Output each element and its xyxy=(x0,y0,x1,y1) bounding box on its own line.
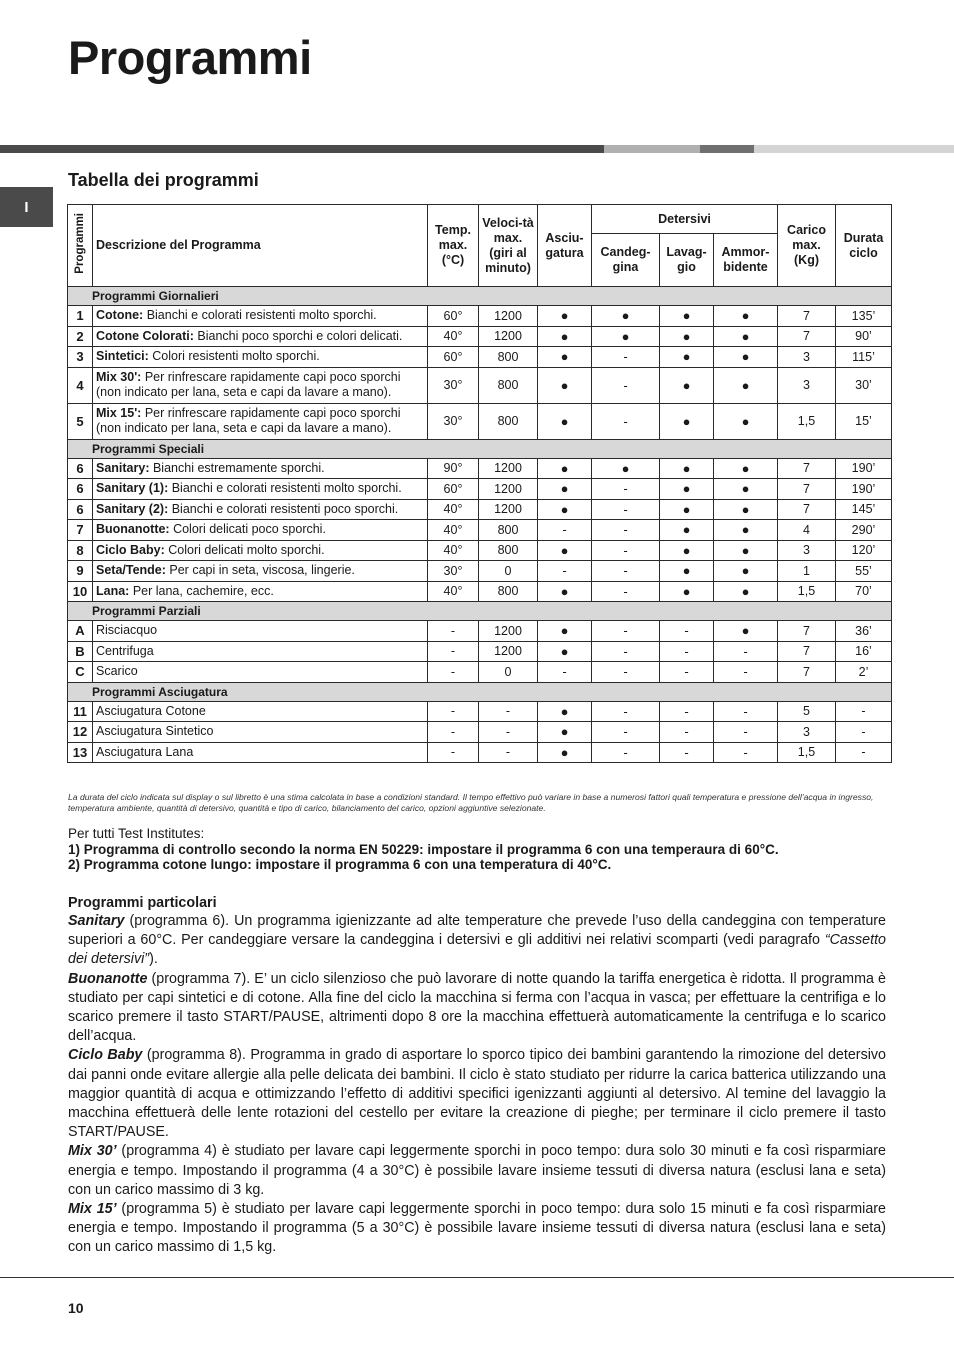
group-label: Programmi Parziali xyxy=(68,602,892,621)
load-cell: 7 xyxy=(778,458,836,479)
softener-cell: ● xyxy=(714,499,778,520)
header-descrizione: Descrizione del Programma xyxy=(93,205,428,287)
bleach-cell: - xyxy=(592,479,660,500)
duration-cell: 16’ xyxy=(836,641,892,662)
program-description xyxy=(93,742,428,763)
speed-cell: 1200 xyxy=(479,621,538,642)
duration-cell: 36’ xyxy=(836,621,892,642)
group-row xyxy=(68,602,892,621)
speed-cell: 800 xyxy=(479,540,538,561)
temp-cell: 40° xyxy=(428,520,479,541)
program-number: 6 xyxy=(68,458,93,479)
program-description xyxy=(93,641,428,662)
table-row xyxy=(68,662,892,683)
test-institutes-heading: Per tutti Test Institutes: xyxy=(68,826,205,841)
load-cell: 7 xyxy=(778,326,836,347)
bleach-cell: - xyxy=(592,403,660,439)
softener-cell: - xyxy=(714,662,778,683)
header-rule-dark xyxy=(0,145,604,153)
program-name: Lana: xyxy=(96,583,130,598)
program-desc-text: Bianchi e colorati resistenti poco sporchi. xyxy=(168,501,399,516)
speed-cell: 1200 xyxy=(479,499,538,520)
program-desc-text: Bianchi poco sporchi e colori delicati. xyxy=(193,328,403,343)
program-desc-text: Asciugatura Lana xyxy=(96,744,194,759)
load-cell: 1,5 xyxy=(778,742,836,763)
program-desc-text: Colori delicati poco sporchi. xyxy=(169,522,326,537)
speed-cell: 800 xyxy=(479,581,538,602)
program-desc-text: Bianchi estremamente sporchi. xyxy=(149,460,325,475)
dry-cell: ● xyxy=(538,403,592,439)
header-carico: Carico max. (Kg) xyxy=(778,205,836,287)
program-name: Mix 30': xyxy=(96,370,142,384)
dry-cell: ● xyxy=(538,701,592,722)
program-description xyxy=(93,306,428,327)
temp-cell: 60° xyxy=(428,347,479,368)
duration-cell: 55’ xyxy=(836,561,892,582)
duration-cell: 290’ xyxy=(836,520,892,541)
paragraph-lead: Sanitary xyxy=(68,913,125,929)
load-cell: 7 xyxy=(778,479,836,500)
program-desc-text: Per capi in seta, viscosa, lingerie. xyxy=(165,563,355,578)
bleach-cell: - xyxy=(592,581,660,602)
bleach-cell: - xyxy=(592,641,660,662)
program-description xyxy=(93,520,428,541)
load-cell: 7 xyxy=(778,306,836,327)
dry-cell: ● xyxy=(538,306,592,327)
program-number: A xyxy=(68,621,93,642)
dry-cell: ● xyxy=(538,621,592,642)
program-desc-text: Bianchi e colorati resistenti molto sporchi. xyxy=(168,481,402,496)
program-number: C xyxy=(68,662,93,683)
duration-cell: 115’ xyxy=(836,347,892,368)
temp-cell: 40° xyxy=(428,581,479,602)
bleach-cell: - xyxy=(592,561,660,582)
program-number: 11 xyxy=(68,701,93,722)
load-cell: 3 xyxy=(778,367,836,403)
paragraph-text: (programma 8). Programma in grado di asportare lo sporco tipico dei bambini garantendo la rimozione del detersivo dai panni onde evitare allergie alla pelle delicata dei bambini. Il ciclo è stato studiato per ridurre la carica batterica utilizzando una maggior quantità di acqua e ottimizzando l’effetto di additivi specifici igenizzanti aggiunti al detersivo. Al temine del lavaggio la macchina effettuerà delle lente rotazioni del cestello per evitare la creazione di pieghe; per terminare il ciclo premere il tasto START/PAUSE. xyxy=(68,1047,886,1141)
paragraph-lead: Buonanotte xyxy=(68,970,148,987)
load-cell: 5 xyxy=(778,701,836,722)
temp-cell: - xyxy=(428,621,479,642)
softener-cell: ● xyxy=(714,479,778,500)
program-name: Sanitary (2): xyxy=(96,501,169,516)
speed-cell: 1200 xyxy=(479,641,538,662)
wash-cell: - xyxy=(660,621,714,642)
wash-cell: - xyxy=(660,722,714,743)
program-name: Sintetici: xyxy=(96,349,149,364)
header-programmi: Programmi xyxy=(68,205,93,287)
speed-cell: 800 xyxy=(479,347,538,368)
program-number: 10 xyxy=(68,581,93,602)
load-cell: 3 xyxy=(778,722,836,743)
temp-cell: 40° xyxy=(428,499,479,520)
dry-cell: ● xyxy=(538,347,592,368)
table-row xyxy=(68,641,892,662)
program-desc-text: Centrifuga xyxy=(96,643,154,658)
speed-cell: 1200 xyxy=(479,306,538,327)
table-row xyxy=(68,742,892,763)
softener-cell: ● xyxy=(714,347,778,368)
temp-cell: - xyxy=(428,722,479,743)
softener-cell: - xyxy=(714,641,778,662)
header-velocita: Veloci-tà max. (giri al minuto) xyxy=(479,205,538,287)
speed-cell: - xyxy=(479,722,538,743)
temp-cell: - xyxy=(428,662,479,683)
softener-cell: ● xyxy=(714,520,778,541)
program-number: 6 xyxy=(68,499,93,520)
temp-cell: - xyxy=(428,701,479,722)
program-number: 1 xyxy=(68,306,93,327)
temp-cell: 30° xyxy=(428,561,479,582)
wash-cell: ● xyxy=(660,540,714,561)
duration-cell: 145’ xyxy=(836,499,892,520)
bleach-cell: - xyxy=(592,367,660,403)
program-desc-text: Asciugatura Sintetico xyxy=(96,724,214,739)
program-name: Mix 15': xyxy=(96,406,142,420)
page-number: 10 xyxy=(68,1300,84,1316)
softener-cell: ● xyxy=(714,367,778,403)
table-row xyxy=(68,458,892,479)
program-paragraph xyxy=(68,970,886,1047)
dry-cell: - xyxy=(538,561,592,582)
softener-cell: ● xyxy=(714,403,778,439)
softener-cell: - xyxy=(714,742,778,763)
header-rule-pale xyxy=(754,145,954,153)
table-row xyxy=(68,540,892,561)
bleach-cell: ● xyxy=(592,458,660,479)
table-row xyxy=(68,306,892,327)
program-number: 7 xyxy=(68,520,93,541)
bleach-cell: - xyxy=(592,499,660,520)
dry-cell: ● xyxy=(538,499,592,520)
group-row xyxy=(68,682,892,701)
duration-cell: 70’ xyxy=(836,581,892,602)
bleach-cell: - xyxy=(592,540,660,561)
program-desc-text: Bianchi e colorati resistenti molto sporchi. xyxy=(143,308,377,323)
program-number: 6 xyxy=(68,479,93,500)
dry-cell: ● xyxy=(538,326,592,347)
paragraph-text: (programma 5) è studiato per lavare capi leggermente sporchi in poco tempo: dura solo 15 minuti e fa così risparmiare energia e tempo. Impostando il programma (5 a 30°C) è possibile lavare insieme tessuti di diversa natura (esclusi lana e seta) con un carico massimo di 1,5 kg. xyxy=(68,1201,887,1256)
temp-cell: 40° xyxy=(428,326,479,347)
dry-cell: ● xyxy=(538,581,592,602)
program-name: Seta/Tende: xyxy=(96,563,166,578)
paragraph-text: (programma 6). Un programma igienizzante ad alte temperature che prevede l’uso della candeggina con temperature superiori a 60°C. Per candeggiare versare la candeggina i detersivi e gli additivi nei relativi scomparti (vedi paragrafo xyxy=(68,913,886,949)
wash-cell: ● xyxy=(660,347,714,368)
speed-cell: 1200 xyxy=(479,326,538,347)
table-row xyxy=(68,520,892,541)
dry-cell: ● xyxy=(538,479,592,500)
temp-cell: - xyxy=(428,742,479,763)
program-number: 12 xyxy=(68,722,93,743)
temp-cell: 30° xyxy=(428,403,479,439)
header-temp: Temp. max. (°C) xyxy=(428,205,479,287)
load-cell: 7 xyxy=(778,662,836,683)
temp-cell: 60° xyxy=(428,479,479,500)
footer-rule xyxy=(0,1277,954,1278)
table-row xyxy=(68,621,892,642)
wash-cell: ● xyxy=(660,403,714,439)
speed-cell: - xyxy=(479,701,538,722)
softener-cell: ● xyxy=(714,561,778,582)
program-number: B xyxy=(68,641,93,662)
special-programs-heading: Programmi particolari xyxy=(68,895,217,911)
duration-cell: 2’ xyxy=(836,662,892,683)
program-description xyxy=(93,581,428,602)
programs-table xyxy=(67,204,892,763)
program-name: Sanitary (1): xyxy=(96,481,169,496)
program-description xyxy=(93,326,428,347)
table-row xyxy=(68,561,892,582)
program-paragraph xyxy=(68,1142,886,1200)
program-description xyxy=(93,479,428,500)
special-programs xyxy=(68,895,886,1258)
speed-cell: 1200 xyxy=(479,458,538,479)
softener-cell: - xyxy=(714,722,778,743)
paragraph-tail: ). xyxy=(149,951,158,968)
speed-cell: 800 xyxy=(479,520,538,541)
table-row xyxy=(68,403,892,439)
section-title: Tabella dei programmi xyxy=(68,170,259,190)
bleach-cell: ● xyxy=(592,306,660,327)
temp-cell: 60° xyxy=(428,306,479,327)
header-candeggina: Candeg-gina xyxy=(592,234,660,287)
table-row xyxy=(68,326,892,347)
page-title: Programmi xyxy=(68,31,312,84)
duration-cell: 120’ xyxy=(836,540,892,561)
table-row xyxy=(68,701,892,722)
speed-cell: - xyxy=(479,742,538,763)
group-label: Programmi Giornalieri xyxy=(68,287,892,306)
program-description xyxy=(93,540,428,561)
test-institutes-item: 2) Programma cotone lungo: impostare il programma 6 con una temperatura di 40°C. xyxy=(68,857,612,872)
duration-footnote: La durata del ciclo indicata sul display o sul libretto è una stima calcolata in base a condizioni standard. Il tempo effettivo può variare in base a numerosi fattori quali temperatura e pressione dell’acqua in ingresso, temperatura ambiente, quantità di detersivo, quantità e tipo di carico, bilanciamento del carico, opzioni aggiuntive selezionate. xyxy=(68,792,874,813)
program-number: 2 xyxy=(68,326,93,347)
header-detersivi: Detersivi xyxy=(592,205,778,234)
paragraph-text: (programma 7). E’ un ciclo silenzioso che può lavorare di notte quando la tariffa energetica è ridotta. Il programma è studiato per capi sintetici e di cotone. Alla fine del ciclo la macchina si ferma con l’acqua in vasca; per effettuare la centrifiga e lo scarico premere il tasto START/PAUSE, altrimenti dopo 8 ore la macchina effettuerà automaticamente la centrifuga e lo scarico dell’acqua. xyxy=(68,970,886,1045)
program-name: Ciclo Baby: xyxy=(96,542,165,557)
program-description xyxy=(93,561,428,582)
bleach-cell: - xyxy=(592,520,660,541)
wash-cell: ● xyxy=(660,479,714,500)
program-desc-text: Per lana, cachemire, ecc. xyxy=(129,583,274,598)
wash-cell: ● xyxy=(660,499,714,520)
speed-cell: 0 xyxy=(479,662,538,683)
header-rule-mid xyxy=(700,145,754,153)
program-name: Sanitary: xyxy=(96,460,150,475)
bleach-cell: - xyxy=(592,662,660,683)
paragraph-lead: Mix 30’ xyxy=(68,1143,117,1160)
wash-cell: - xyxy=(660,701,714,722)
paragraph-text: (programma 4) è studiato per lavare capi leggermente sporchi in poco tempo: dura solo 30 minuti e fa così risparmiare energia e tempo. Impostando il programma (4 a 30°C) è possibile lavare insieme tessuti di diversa natura (esclusi lana e seta) con un carico massimo di 3 kg. xyxy=(68,1143,887,1198)
group-row xyxy=(68,439,892,458)
group-label: Programmi Speciali xyxy=(68,439,892,458)
speed-cell: 1200 xyxy=(479,479,538,500)
duration-cell: 190’ xyxy=(836,458,892,479)
program-paragraph xyxy=(68,1046,886,1142)
softener-cell: ● xyxy=(714,540,778,561)
paragraph-lead: Mix 15’ xyxy=(68,1201,117,1218)
table-row xyxy=(68,479,892,500)
test-institutes-item: 1) Programma di controllo secondo la norma EN 50229: impostare il programma 6 con una temperaura di 60°C. xyxy=(68,841,779,857)
program-name: Cotone: xyxy=(96,308,144,323)
duration-cell: 15’ xyxy=(836,403,892,439)
paragraph-reference: “Cassetto dei detersivi” xyxy=(68,932,886,968)
temp-cell: 40° xyxy=(428,540,479,561)
program-description xyxy=(93,499,428,520)
softener-cell: - xyxy=(714,701,778,722)
program-description xyxy=(93,403,428,439)
header-durata: Durata ciclo xyxy=(836,205,892,287)
program-number: 3 xyxy=(68,347,93,368)
program-description xyxy=(93,367,428,403)
load-cell: 1,5 xyxy=(778,581,836,602)
temp-cell: 90° xyxy=(428,458,479,479)
program-description xyxy=(93,722,428,743)
wash-cell: ● xyxy=(660,520,714,541)
speed-cell: 0 xyxy=(479,561,538,582)
program-number: 4 xyxy=(68,367,93,403)
dry-cell: ● xyxy=(538,540,592,561)
program-number: 9 xyxy=(68,561,93,582)
language-tab: I xyxy=(0,187,53,227)
duration-cell: 190’ xyxy=(836,479,892,500)
wash-cell: - xyxy=(660,662,714,683)
programs-table-body xyxy=(68,287,892,763)
program-name: Buonanotte: xyxy=(96,522,170,537)
header-ammorbidente: Ammor-bidente xyxy=(714,234,778,287)
program-description xyxy=(93,347,428,368)
dry-cell: - xyxy=(538,520,592,541)
program-desc-text: Asciugatura Cotone xyxy=(96,703,206,718)
group-label: Programmi Asciugatura xyxy=(68,682,892,701)
wash-cell: ● xyxy=(660,306,714,327)
program-description xyxy=(93,662,428,683)
test-institutes xyxy=(68,826,890,873)
paragraph-lead: Ciclo Baby xyxy=(68,1047,143,1064)
load-cell: 3 xyxy=(778,347,836,368)
wash-cell: ● xyxy=(660,581,714,602)
program-desc-text: Colori resistenti molto sporchi. xyxy=(148,349,320,364)
softener-cell: ● xyxy=(714,621,778,642)
program-paragraph xyxy=(68,912,886,970)
dry-cell: ● xyxy=(538,641,592,662)
program-description xyxy=(93,458,428,479)
load-cell: 7 xyxy=(778,641,836,662)
bleach-cell: - xyxy=(592,742,660,763)
softener-cell: ● xyxy=(714,326,778,347)
bleach-cell: - xyxy=(592,347,660,368)
load-cell: 1 xyxy=(778,561,836,582)
dry-cell: - xyxy=(538,662,592,683)
program-number: 8 xyxy=(68,540,93,561)
wash-cell: ● xyxy=(660,561,714,582)
duration-cell: 30’ xyxy=(836,367,892,403)
wash-cell: - xyxy=(660,641,714,662)
program-desc-text: Colori delicati molto sporchi. xyxy=(164,542,325,557)
table-row xyxy=(68,347,892,368)
softener-cell: ● xyxy=(714,581,778,602)
program-desc-text: Per rinfrescare rapidamente capi poco sporchi (non indicato per lana, seta e capi da lavare a mano). xyxy=(96,370,401,399)
program-desc-text: Risciacquo xyxy=(96,623,158,638)
wash-cell: ● xyxy=(660,458,714,479)
temp-cell: 30° xyxy=(428,367,479,403)
duration-cell: - xyxy=(836,742,892,763)
dry-cell: ● xyxy=(538,458,592,479)
wash-cell: - xyxy=(660,742,714,763)
program-number: 13 xyxy=(68,742,93,763)
program-name: Cotone Colorati: xyxy=(96,328,194,343)
header-lavaggio: Lavag-gio xyxy=(660,234,714,287)
bleach-cell: - xyxy=(592,621,660,642)
speed-cell: 800 xyxy=(479,403,538,439)
bleach-cell: ● xyxy=(592,326,660,347)
bleach-cell: - xyxy=(592,701,660,722)
duration-cell: - xyxy=(836,701,892,722)
dry-cell: ● xyxy=(538,742,592,763)
table-row xyxy=(68,722,892,743)
wash-cell: ● xyxy=(660,367,714,403)
group-row xyxy=(68,287,892,306)
header-asciugatura: Asciu-gatura xyxy=(538,205,592,287)
softener-cell: ● xyxy=(714,306,778,327)
wash-cell: ● xyxy=(660,326,714,347)
program-number: 5 xyxy=(68,403,93,439)
load-cell: 7 xyxy=(778,621,836,642)
softener-cell: ● xyxy=(714,458,778,479)
speed-cell: 800 xyxy=(479,367,538,403)
dry-cell: ● xyxy=(538,722,592,743)
header-rule-light xyxy=(604,145,700,153)
load-cell: 1,5 xyxy=(778,403,836,439)
temp-cell: - xyxy=(428,641,479,662)
table-row xyxy=(68,367,892,403)
duration-cell: 90’ xyxy=(836,326,892,347)
load-cell: 4 xyxy=(778,520,836,541)
duration-cell: - xyxy=(836,722,892,743)
program-description xyxy=(93,621,428,642)
load-cell: 3 xyxy=(778,540,836,561)
load-cell: 7 xyxy=(778,499,836,520)
table-row xyxy=(68,499,892,520)
bleach-cell: - xyxy=(592,722,660,743)
program-description xyxy=(93,701,428,722)
table-row xyxy=(68,581,892,602)
dry-cell: ● xyxy=(538,367,592,403)
program-paragraph xyxy=(68,1200,886,1258)
program-desc-text: Scarico xyxy=(96,664,138,679)
duration-cell: 135’ xyxy=(836,306,892,327)
program-desc-text: Per rinfrescare rapidamente capi poco sporchi (non indicato per lana, seta e capi da lavare a mano). xyxy=(96,406,401,435)
